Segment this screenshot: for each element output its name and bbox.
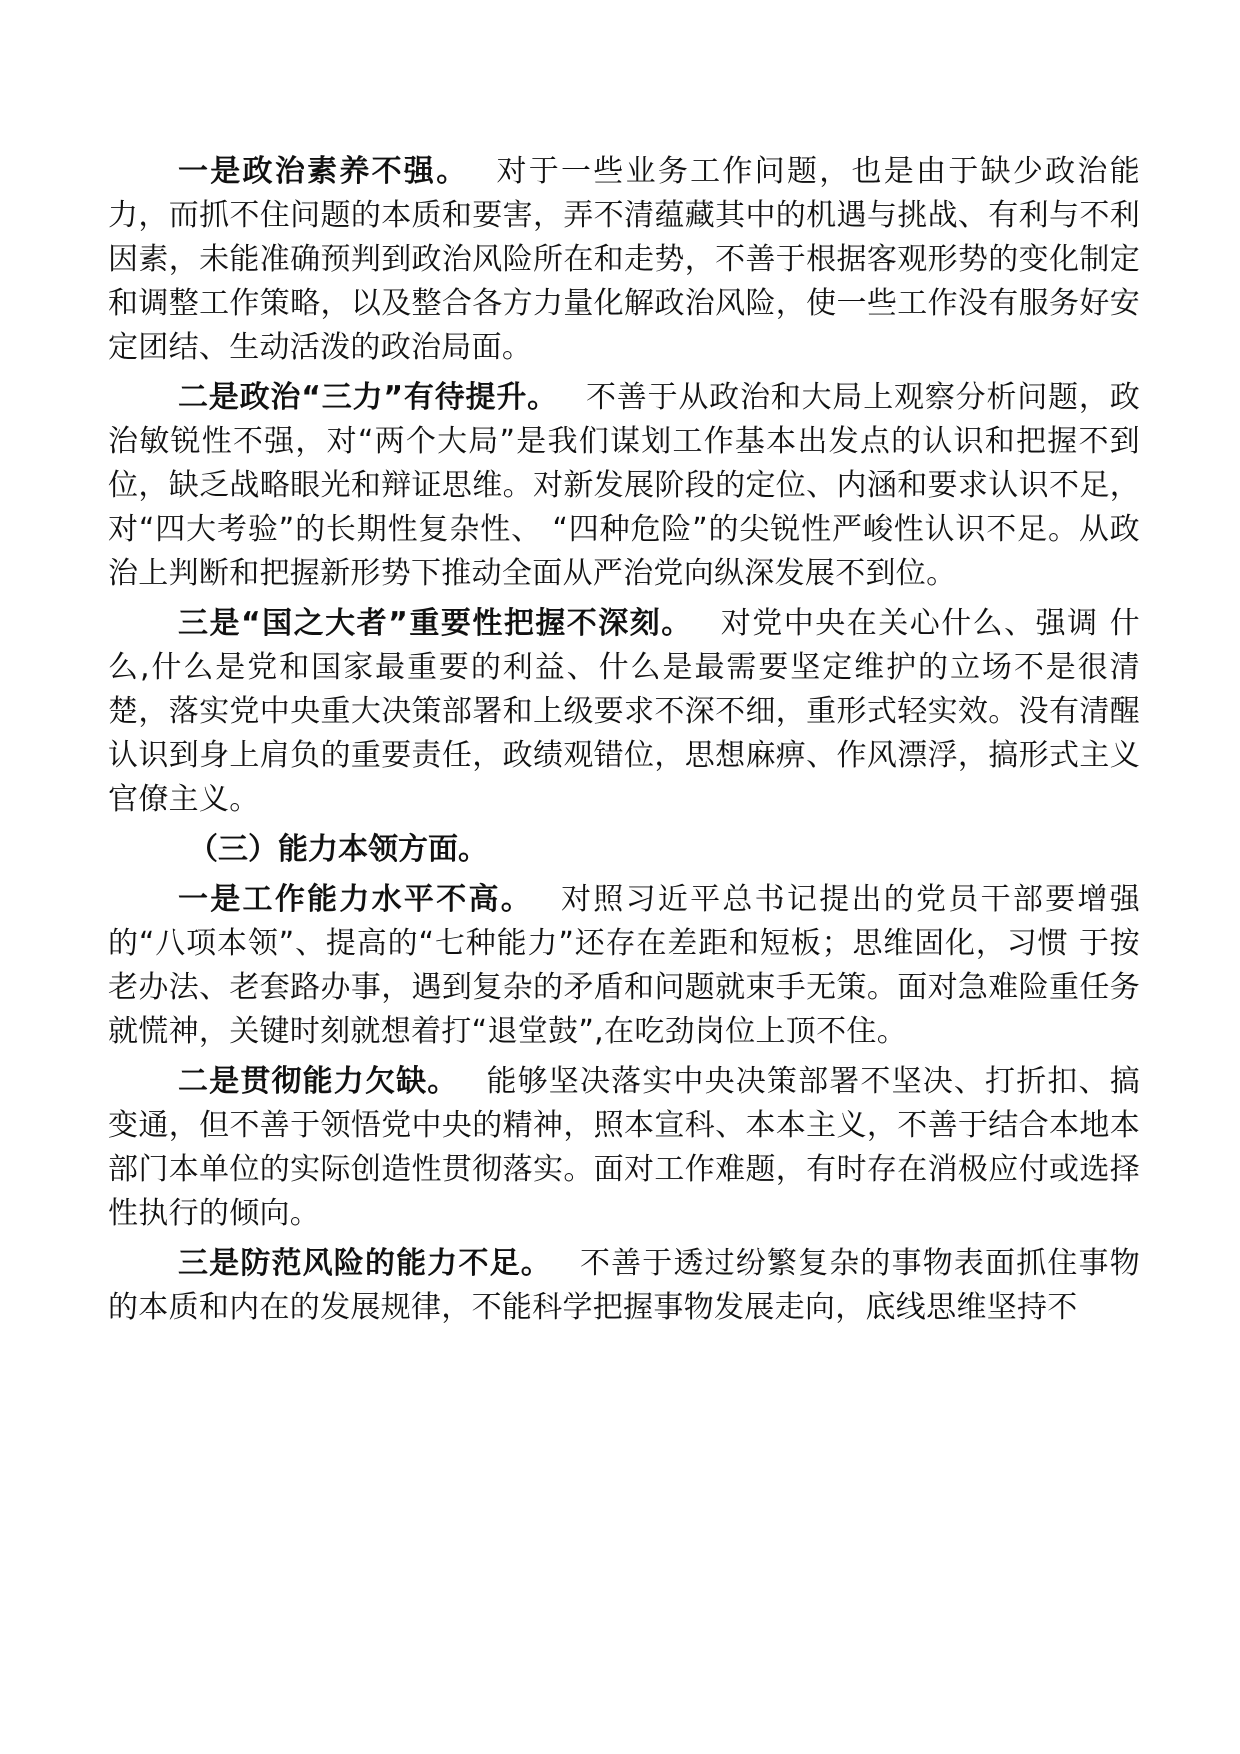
paragraph-lead: 三是“国之大者”重要性把握不深刻。: [178, 606, 693, 641]
paragraph-lead: 二是政治“三力”有待提升。: [178, 380, 558, 415]
paragraph-risk-prevention: [108, 1242, 1140, 1330]
paragraph-lead: 一是工作能力水平不高。: [178, 882, 534, 917]
paragraph-body: 能够坚决落实中央决策部署不坚决、打折扣、搞变通，但不善于领悟党中央的精神，照本宣科、本本主义，不善于结合本地本部门本单位的实际创造性贯彻落实。面对工作难题，有时存在消极应付或选择性执行的倾向。: [108, 1064, 1140, 1231]
paragraph-body: 对照习近平总书记提出的党员干部要增强的“八项本领”、提高的“七种能力”还存在差距和短板；思维固化，习惯 于按老办法、老套路办事，遇到复杂的矛盾和问题就束手无策。面对急难险重任务就慌神，关键时刻就想着打“退堂鼓”,在吃劲岗位上顶不住。: [108, 882, 1140, 1049]
paragraph-body: 对党中央在关心什么、强调 什么,什么是党和国家最重要的利益、什么是最需要坚定维护的立场不是很清楚，落实党中央重大决策部署和上级要求不深不细，重形式轻实效。没有清醒认识到身上肩负的重要责任，政绩观错位，思想麻痹、作风漂浮，搞形式主义官僚主义。: [108, 606, 1140, 817]
paragraph-lead: 二是贯彻能力欠缺。: [178, 1064, 459, 1099]
paragraph-body: 对于一些业务工作问题，也是由于缺少政治能力，而抓不住问题的本质和要害，弄不清蕴藏其中的机遇与挑战、有利与不利因素，未能准确预判到政治风险所在和走势，不善于根据客观形势的变化制定和调整工作策略，以及整合各方力量化解政治风险，使一些工作没有服务好安定团结、生动活泼的政治局面。: [108, 154, 1141, 365]
paragraph-implementation-ability: [108, 1060, 1140, 1236]
paragraph-work-ability: [108, 878, 1140, 1054]
paragraph-body: 不善于透过纷繁复杂的事物表面抓住事物的本质和内在的发展规律，不能科学把握事物发展走向，底线思维坚持不: [108, 1246, 1140, 1325]
paragraph-political-literacy: [108, 150, 1140, 370]
paragraph-national-priorities: [108, 602, 1140, 822]
paragraph-lead: 三是防范风险的能力不足。: [178, 1246, 552, 1281]
paragraph-lead: 一是政治素养不强。: [178, 154, 469, 189]
document-page: [108, 150, 1140, 1330]
paragraph-political-three-abilities: [108, 376, 1140, 596]
section-heading: （三）能力本领方面。: [188, 832, 488, 867]
paragraph-body: 不善于从政治和大局上观察分析问题，政治敏锐性不强，对“两个大局”是我们谋划工作基本出发点的认识和把握不到位，缺乏战略眼光和辩证思维。对新发展阶段的定位、内涵和要求认识不足，对“四大考验”的长期性复杂性、 “四种危险”的尖锐性严峻性认识不足。从政治上判断和把握新形势下推动全面从严治党向纵深发展不到位。: [108, 380, 1140, 591]
